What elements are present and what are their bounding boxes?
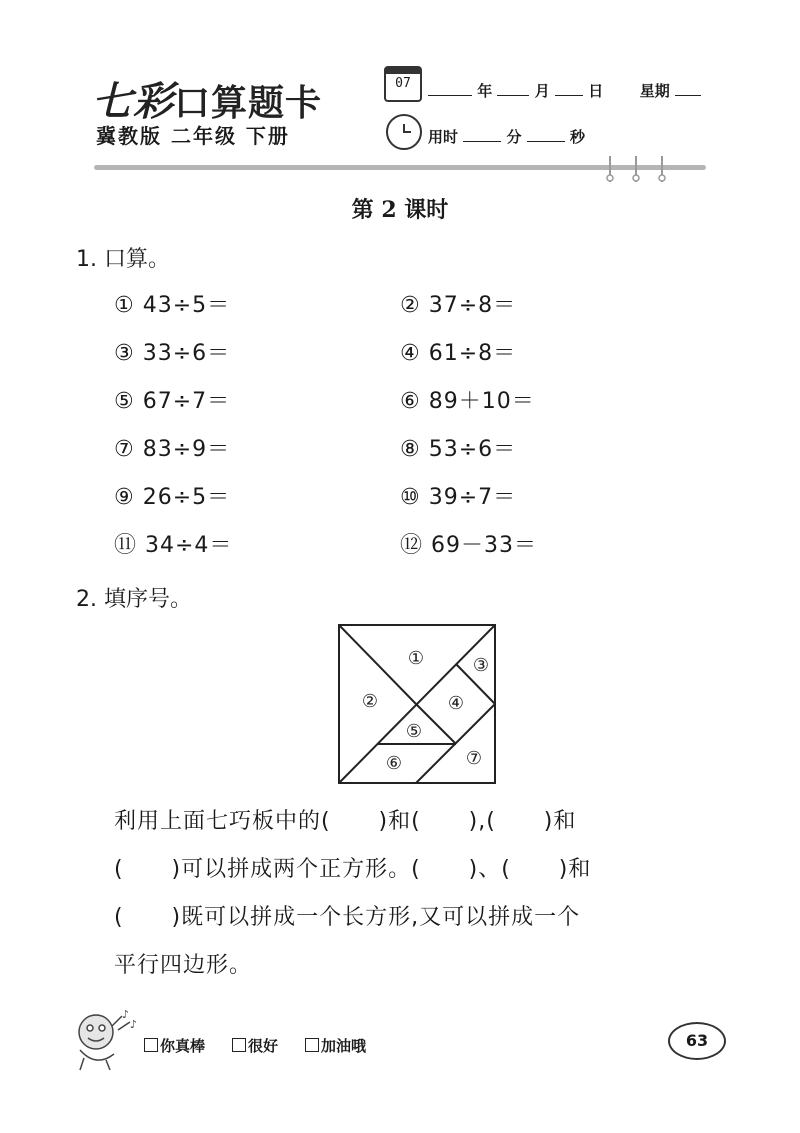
clock-icon bbox=[386, 114, 422, 150]
weekday-blank[interactable] bbox=[675, 83, 701, 96]
tangram-label-1: ① bbox=[407, 648, 425, 669]
problem-2: ② 37÷8＝ bbox=[400, 293, 517, 318]
brand-title: 口算题卡 bbox=[174, 82, 323, 124]
problem-11: ⑪ 34÷4＝ bbox=[114, 533, 233, 558]
date-fields bbox=[428, 80, 701, 101]
problem-3: ③ 33÷6＝ bbox=[114, 341, 231, 366]
question-2-title: 2. 填序号。 bbox=[76, 587, 192, 612]
tangram-label-5: ⑤ bbox=[405, 721, 423, 742]
rating-great[interactable] bbox=[144, 1035, 205, 1056]
month-blank[interactable] bbox=[497, 83, 529, 96]
tangram-label-7: ⑦ bbox=[465, 748, 483, 769]
fill-in-line-1: 利用上面七巧板中的( )和( ),( )和 bbox=[114, 809, 577, 834]
brand-logo bbox=[92, 70, 322, 127]
year-blank[interactable] bbox=[428, 83, 472, 96]
rating-keep-going[interactable] bbox=[305, 1035, 366, 1056]
problem-10: ⑩ 39÷7＝ bbox=[400, 485, 517, 510]
svg-text:♪: ♪ bbox=[122, 1008, 130, 1021]
tangram-label-6: ⑥ bbox=[385, 753, 403, 774]
problem-7: ⑦ 83÷9＝ bbox=[114, 437, 231, 462]
minutes-blank[interactable] bbox=[463, 129, 501, 142]
time-label: 用时 bbox=[428, 128, 459, 146]
tangram-label-3: ③ bbox=[472, 655, 490, 676]
tangram-label-2: ② bbox=[361, 691, 379, 712]
problem-1: ① 43÷5＝ bbox=[114, 293, 231, 318]
brand-lead: 七彩 bbox=[92, 78, 174, 125]
day-label: 日 bbox=[588, 82, 604, 100]
year-label: 年 bbox=[477, 82, 493, 100]
fill-in-line-2: ( )可以拼成两个正方形。( )、( )和 bbox=[114, 857, 592, 882]
problem-5: ⑤ 67÷7＝ bbox=[114, 389, 231, 414]
tangram-label-4: ④ bbox=[447, 693, 465, 714]
problem-4: ④ 61÷8＝ bbox=[400, 341, 517, 366]
mascot-icon bbox=[68, 1006, 140, 1072]
seconds-label: 秒 bbox=[569, 128, 585, 146]
ruler-ticks-decoration bbox=[604, 156, 674, 182]
checkbox-icon[interactable] bbox=[144, 1038, 158, 1052]
lesson-title: 第 2 课时 bbox=[351, 197, 449, 223]
edition-label: 冀教版 二年级 下册 bbox=[96, 124, 290, 148]
svg-text:♪: ♪ bbox=[130, 1018, 138, 1031]
fill-in-line-4: 平行四边形。 bbox=[114, 953, 253, 978]
seconds-blank[interactable] bbox=[527, 129, 565, 142]
rating-good[interactable] bbox=[232, 1035, 278, 1056]
page-number: 63 bbox=[668, 1022, 726, 1060]
time-fields bbox=[428, 126, 585, 147]
problem-12: ⑫ 69－33＝ bbox=[400, 533, 537, 558]
rating-keep-going-label: 加油哦 bbox=[321, 1037, 367, 1055]
calendar-day: 07 bbox=[395, 76, 411, 91]
problem-8: ⑧ 53÷6＝ bbox=[400, 437, 517, 462]
problem-9: ⑨ 26÷5＝ bbox=[114, 485, 231, 510]
problem-6: ⑥ 89＋10＝ bbox=[400, 389, 535, 414]
checkbox-icon[interactable] bbox=[305, 1038, 319, 1052]
rating-good-label: 很好 bbox=[248, 1037, 279, 1055]
fill-in-line-3: ( )既可以拼成一个长方形,又可以拼成一个 bbox=[114, 905, 581, 930]
question-1-title: 1. 口算。 bbox=[76, 247, 170, 272]
calendar-icon bbox=[384, 66, 422, 102]
rating-great-label: 你真棒 bbox=[160, 1037, 206, 1055]
weekday-label: 星期 bbox=[639, 82, 670, 100]
tangram-diagram bbox=[338, 624, 496, 784]
month-label: 月 bbox=[534, 82, 550, 100]
checkbox-icon[interactable] bbox=[232, 1038, 246, 1052]
day-blank[interactable] bbox=[555, 83, 583, 96]
minutes-label: 分 bbox=[506, 128, 522, 146]
